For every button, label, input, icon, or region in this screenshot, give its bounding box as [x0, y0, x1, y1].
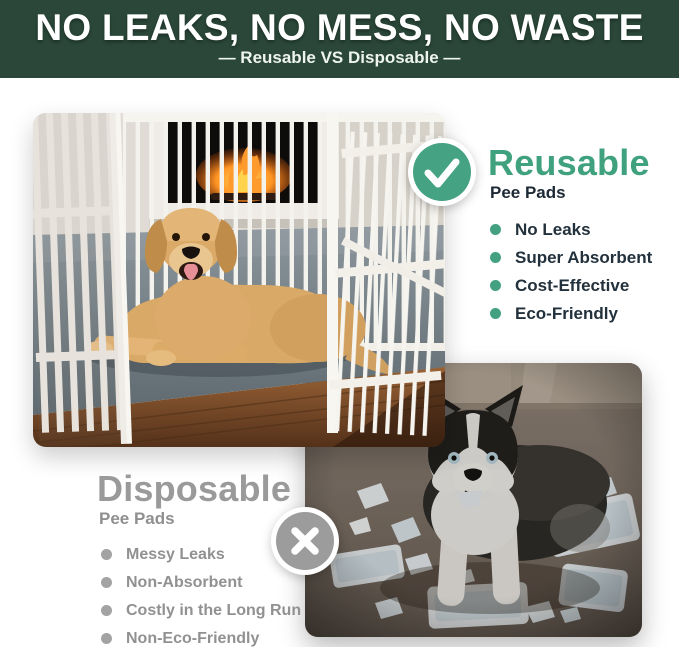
- benefit-label: Cost-Effective: [515, 275, 630, 295]
- x-icon: [271, 507, 339, 575]
- benefit-item: [490, 300, 652, 328]
- reusable-pee-pad-photo: [33, 113, 445, 447]
- reusable-benefits-list: [490, 216, 652, 328]
- bullet-dot-icon: [490, 252, 501, 263]
- drawback-label: Non-Absorbent: [126, 573, 243, 591]
- bullet-dot-icon: [101, 549, 112, 560]
- drawback-label: Non-Eco-Friendly: [126, 629, 260, 647]
- bullet-dot-icon: [490, 280, 501, 291]
- benefit-item: [490, 216, 652, 244]
- benefit-label: Super Absorbent: [515, 247, 653, 267]
- disposable-x-badge: [271, 507, 339, 575]
- drawback-item: [101, 625, 301, 647]
- bullet-dot-icon: [101, 605, 112, 616]
- bullet-dot-icon: [101, 577, 112, 588]
- disposable-heading: Disposable: [97, 468, 292, 509]
- reusable-subheading: Pee Pads: [490, 182, 566, 202]
- bullet-dot-icon: [490, 224, 501, 235]
- benefit-item: [490, 272, 652, 300]
- reusable-check-badge: [408, 138, 476, 206]
- disposable-subheading: Pee Pads: [99, 508, 175, 528]
- check-icon: [408, 138, 476, 206]
- bullet-dot-icon: [101, 633, 112, 644]
- benefit-label: No Leaks: [515, 219, 591, 239]
- reusable-section: [488, 144, 652, 328]
- drawback-item: [101, 597, 301, 625]
- reusable-heading: Reusable: [488, 142, 650, 183]
- benefit-label: Eco-Friendly: [515, 303, 618, 323]
- drawback-label: Costly in the Long Run: [126, 601, 302, 619]
- drawback-label: Messy Leaks: [126, 545, 225, 563]
- page-subtitle: — Reusable VS Disposable —: [218, 48, 461, 67]
- bullet-dot-icon: [490, 308, 501, 319]
- reusable-photo-illustration: [33, 113, 445, 447]
- header-banner: [0, 0, 679, 78]
- benefit-item: [490, 244, 652, 272]
- page-title: NO LEAKS, NO MESS, NO WASTE: [35, 7, 644, 48]
